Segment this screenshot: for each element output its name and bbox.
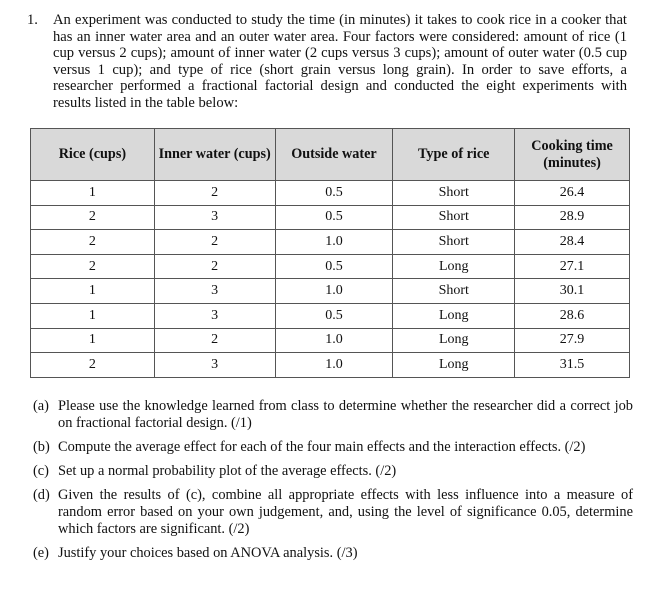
- cell-type: Short: [393, 230, 515, 255]
- part-text: Set up a normal probability plot of the average effects. (/2): [58, 463, 397, 479]
- part-text: Given the results of (c), combine all appropriate effects with less influence into a measure of random error based on your own judgement, and, using the level of significance 0.05, determine which factors are significant. (/2): [58, 487, 633, 537]
- cell-outside-water: 0.5: [275, 254, 393, 279]
- part-text: Compute the average effect for each of the four main effects and the interaction effects. (/2): [58, 439, 586, 455]
- header-rice: Rice (cups): [31, 129, 155, 181]
- part-label: (e): [33, 545, 49, 561]
- table-header-row: [31, 129, 630, 181]
- cell-outside-water: 1.0: [275, 353, 393, 378]
- cell-inner-water: 3: [154, 205, 275, 230]
- cell-outside-water: 0.5: [275, 181, 393, 206]
- cell-inner-water: 2: [154, 328, 275, 353]
- experiment-table: [30, 128, 630, 378]
- cell-rice: 1: [31, 303, 155, 328]
- cell-inner-water: 3: [154, 303, 275, 328]
- table-row: [31, 254, 630, 279]
- cell-cooking-time: 31.5: [515, 353, 630, 378]
- cell-outside-water: 0.5: [275, 205, 393, 230]
- cell-cooking-time: 28.9: [515, 205, 630, 230]
- cell-type: Short: [393, 279, 515, 304]
- table-row: [31, 230, 630, 255]
- cell-inner-water: 2: [154, 230, 275, 255]
- cell-rice: 2: [31, 353, 155, 378]
- cell-type: Long: [393, 353, 515, 378]
- question-text: An experiment was conducted to study the time (in minutes) it takes to cook rice in a cooker that has an inner water area and an outer water area. Four factors were considered: amount of rice (1 cup versus 2 cups); amount of inner water (2 cups versus 3 cups); amount of outer water (0.5 cup versus 1 cup); and type of rice (short grain versus long grain). In order to save efforts, a researcher performed a fractional factorial design and conducted the eight experiments with results listed in the table below:: [53, 12, 627, 111]
- cell-inner-water: 2: [154, 254, 275, 279]
- cell-cooking-time: 27.1: [515, 254, 630, 279]
- header-cooking-time: Cooking time (minutes): [515, 129, 630, 181]
- part-c: [33, 463, 633, 480]
- cell-inner-water: 3: [154, 279, 275, 304]
- table-row: [31, 205, 630, 230]
- cell-cooking-time: 27.9: [515, 328, 630, 353]
- cell-inner-water: 3: [154, 353, 275, 378]
- cell-rice: 1: [31, 279, 155, 304]
- part-label: (c): [33, 463, 49, 479]
- question-block: [27, 12, 627, 112]
- cell-inner-water: 2: [154, 181, 275, 206]
- table-row: [31, 353, 630, 378]
- header-outside-water: Outside water: [275, 129, 393, 181]
- cell-outside-water: 1.0: [275, 230, 393, 255]
- part-e: [33, 545, 633, 562]
- part-text: Justify your choices based on ANOVA analysis. (/3): [58, 545, 358, 561]
- cell-cooking-time: 28.6: [515, 303, 630, 328]
- cell-type: Long: [393, 254, 515, 279]
- part-label: (b): [33, 439, 50, 455]
- table-row: [31, 328, 630, 353]
- part-b: [33, 439, 633, 456]
- cell-outside-water: 1.0: [275, 328, 393, 353]
- part-a: [33, 398, 633, 432]
- cell-rice: 1: [31, 328, 155, 353]
- part-d: [33, 487, 633, 538]
- table-row: [31, 181, 630, 206]
- sub-questions: [33, 398, 633, 569]
- cell-cooking-time: 30.1: [515, 279, 630, 304]
- part-label: (d): [33, 487, 50, 503]
- header-type-of-rice: Type of rice: [393, 129, 515, 181]
- cell-type: Short: [393, 181, 515, 206]
- cell-outside-water: 1.0: [275, 279, 393, 304]
- part-text: Please use the knowledge learned from class to determine whether the researcher did a correct job on fractional factorial design. (/1): [58, 398, 633, 431]
- table-row: [31, 303, 630, 328]
- cell-type: Short: [393, 205, 515, 230]
- cell-cooking-time: 26.4: [515, 181, 630, 206]
- cell-cooking-time: 28.4: [515, 230, 630, 255]
- part-label: (a): [33, 398, 49, 414]
- cell-rice: 1: [31, 181, 155, 206]
- cell-type: Long: [393, 328, 515, 353]
- header-inner-water: Inner water (cups): [154, 129, 275, 181]
- cell-type: Long: [393, 303, 515, 328]
- cell-outside-water: 0.5: [275, 303, 393, 328]
- table-row: [31, 279, 630, 304]
- question-number: 1.: [27, 12, 38, 28]
- cell-rice: 2: [31, 254, 155, 279]
- cell-rice: 2: [31, 205, 155, 230]
- cell-rice: 2: [31, 230, 155, 255]
